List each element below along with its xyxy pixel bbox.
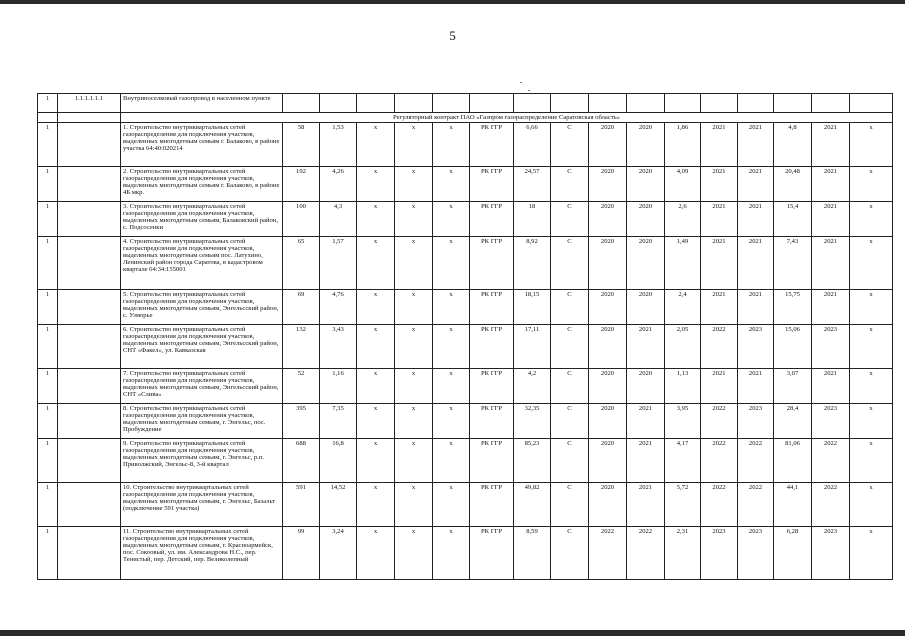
cell-v1: 99: [283, 527, 320, 580]
cell-x4: x: [850, 237, 893, 290]
cell-y2: 2020: [627, 202, 665, 237]
cell-y4: 2023: [738, 527, 774, 580]
cell-y5: 2023: [812, 404, 850, 439]
cell-y3: 2022: [701, 483, 738, 527]
cell-desc: 9. Строительство внутриквартальных сетей газораспределения для подключения участков, выделенных многодетным семьям, г. Энгельс, р.п. Приволжский, Энгельс-8, 3-й квартал: [121, 439, 283, 483]
cell-y3: 2021: [701, 167, 738, 202]
cell-x1: x: [357, 123, 395, 167]
cell-v5: 20,48: [774, 167, 812, 202]
cell-empty: [58, 483, 121, 527]
cell-empty: [58, 167, 121, 202]
cell-x3: x: [433, 527, 470, 580]
cell-y4: 2021: [738, 290, 774, 325]
cell-x3: x: [433, 167, 470, 202]
cell-empty: [58, 325, 121, 369]
scan-speck: [528, 90, 530, 91]
cell-src: РК ГГР: [470, 369, 514, 404]
cell-y3: 2021: [701, 202, 738, 237]
cell-x4: x: [850, 123, 893, 167]
cell-empty: [58, 439, 121, 483]
cell-y2: 2020: [627, 167, 665, 202]
cell-v4: 4,09: [665, 167, 701, 202]
cell-v2: 1,16: [320, 369, 357, 404]
cell-y5: 2022: [812, 483, 850, 527]
cell-num: 1: [38, 369, 58, 404]
cell-desc: 2. Строительство внутриквартальных сетей газораспределения для подключения участков, выделенных многодетным семьям г. Балаково, в районе 4Б мкр.: [121, 167, 283, 202]
cell-desc: 8. Строительство внутриквартальных сетей газораспределения для подключения участков, выделенных многодетным семьям, г. Энгельс, пос. Пробуждение: [121, 404, 283, 439]
cell-x2: x: [395, 439, 433, 483]
cell-x4: x: [850, 439, 893, 483]
cell-desc: 7. Строительство внутриквартальных сетей газораспределения для подключения участков, выделенных многодетным семьям, Энгельсский район, СНТ «Слива»: [121, 369, 283, 404]
cell-num: 1: [38, 325, 58, 369]
cell-y4: 2021: [738, 237, 774, 290]
cell-empty: [58, 123, 121, 167]
table-row: [38, 325, 893, 369]
cell-y1: 2020: [589, 404, 627, 439]
cell-src: РК ГГР: [470, 527, 514, 580]
cell-v3: 49,82: [514, 483, 551, 527]
cell-v5: 15,75: [774, 290, 812, 325]
cell-type: С: [551, 167, 589, 202]
cell-v1: 192: [283, 167, 320, 202]
cell-y5: 2021: [812, 369, 850, 404]
cell-v4: 2,31: [665, 527, 701, 580]
cell-y2: 2020: [627, 369, 665, 404]
cell-x2: x: [395, 202, 433, 237]
cell-x1: x: [357, 237, 395, 290]
cell-type: С: [551, 483, 589, 527]
cell-y4: 2021: [738, 167, 774, 202]
table-row: [38, 439, 893, 483]
cell-type: С: [551, 404, 589, 439]
cell-type: С: [551, 290, 589, 325]
cell-desc: 4. Строительство внутриквартальных сетей газораспределения для подключения участков, выделенных многодетным семьям пос. Латухино, Ленинский район города Саратова, в кадастровом квартале 64:34:155001: [121, 237, 283, 290]
cell-desc: 1. Строительство внутриквартальных сетей газораспределения для подключения участков, выделенных многодетным семьям г. Балаково, в районе участка 64:40:020214: [121, 123, 283, 167]
cell-num: 1: [38, 290, 58, 325]
cell-v2: 4,3: [320, 202, 357, 237]
cell-y3: 2021: [701, 237, 738, 290]
cell-y1: 2020: [589, 290, 627, 325]
cell-v3: 18: [514, 202, 551, 237]
cell-x2: x: [395, 167, 433, 202]
cell-src: РК ГГР: [470, 483, 514, 527]
cell-v4: 2,4: [665, 290, 701, 325]
bottom-border: [0, 630, 905, 636]
cell-y1: 2020: [589, 369, 627, 404]
cell-v2: 16,8: [320, 439, 357, 483]
cell-v4: 2,6: [665, 202, 701, 237]
cell-empty: [58, 237, 121, 290]
top-border: [0, 0, 905, 4]
header-code: 1.1.1.1.1.1: [58, 94, 121, 113]
cell-x2: x: [395, 369, 433, 404]
cell-x1: x: [357, 325, 395, 369]
cell-x1: x: [357, 202, 395, 237]
cell-v2: 3,24: [320, 527, 357, 580]
cell-v3: 32,35: [514, 404, 551, 439]
cell-v4: 5,72: [665, 483, 701, 527]
cell-v4: 3,95: [665, 404, 701, 439]
section-row: [38, 113, 893, 123]
cell-v5: 15,4: [774, 202, 812, 237]
cell-y4: 2023: [738, 325, 774, 369]
cell-y1: 2020: [589, 167, 627, 202]
cell-y1: 2020: [589, 123, 627, 167]
cell-x2: x: [395, 123, 433, 167]
cell-src: РК ГГР: [470, 290, 514, 325]
cell-v3: 6,66: [514, 123, 551, 167]
cell-y1: 2020: [589, 483, 627, 527]
cell-type: С: [551, 527, 589, 580]
table-row: [38, 404, 893, 439]
cell-empty: [58, 290, 121, 325]
cell-type: С: [551, 439, 589, 483]
cell-v5: 81,06: [774, 439, 812, 483]
header-num: 1: [38, 94, 58, 113]
cell-x1: x: [357, 369, 395, 404]
cell-v1: 132: [283, 325, 320, 369]
cell-x2: x: [395, 483, 433, 527]
table-row: [38, 483, 893, 527]
cell-num: 1: [38, 123, 58, 167]
cell-y2: 2021: [627, 404, 665, 439]
cell-v2: 1,57: [320, 237, 357, 290]
table-row: [38, 527, 893, 580]
header-row: [38, 94, 893, 113]
cell-src: РК ГГР: [470, 439, 514, 483]
cell-v1: 65: [283, 237, 320, 290]
cell-type: С: [551, 325, 589, 369]
cell-y1: 2020: [589, 325, 627, 369]
page-number: 5: [449, 28, 456, 43]
cell-empty: [58, 202, 121, 237]
cell-type: С: [551, 237, 589, 290]
cell-src: РК ГГР: [470, 123, 514, 167]
cell-v5: 44,1: [774, 483, 812, 527]
cell-num: 1: [38, 404, 58, 439]
cell-type: С: [551, 123, 589, 167]
cell-x4: x: [850, 167, 893, 202]
contract-table: [37, 93, 893, 580]
cell-y3: 2022: [701, 325, 738, 369]
cell-v1: 58: [283, 123, 320, 167]
cell-y4: 2022: [738, 439, 774, 483]
cell-x4: x: [850, 325, 893, 369]
cell-v5: 3,07: [774, 369, 812, 404]
cell-x1: x: [357, 290, 395, 325]
cell-x2: x: [395, 237, 433, 290]
cell-x3: x: [433, 123, 470, 167]
cell-x3: x: [433, 483, 470, 527]
cell-y2: 2021: [627, 439, 665, 483]
table-row: [38, 202, 893, 237]
cell-y2: 2021: [627, 325, 665, 369]
cell-y3: 2022: [701, 439, 738, 483]
cell-v5: 15,06: [774, 325, 812, 369]
cell-v3: 24,57: [514, 167, 551, 202]
cell-v2: 3,43: [320, 325, 357, 369]
cell-y2: 2022: [627, 527, 665, 580]
table-row: [38, 123, 893, 167]
cell-v3: 85,23: [514, 439, 551, 483]
cell-desc: 5. Строительство внутриквартальных сетей газораспределения для подключения участков, выделенных многодетным семьям, Энгельсский район, с. Узморье: [121, 290, 283, 325]
cell-num: 1: [38, 237, 58, 290]
cell-y5: 2021: [812, 123, 850, 167]
cell-v1: 688: [283, 439, 320, 483]
cell-src: РК ГГР: [470, 202, 514, 237]
cell-num: 1: [38, 527, 58, 580]
cell-v5: 7,43: [774, 237, 812, 290]
header-title: Внутрипоселковый газопровод в населенном пункте: [121, 94, 283, 113]
cell-x4: x: [850, 404, 893, 439]
cell-y3: 2021: [701, 123, 738, 167]
cell-y5: 2021: [812, 202, 850, 237]
cell-x3: x: [433, 404, 470, 439]
table-row: [38, 290, 893, 325]
cell-x4: x: [850, 369, 893, 404]
cell-v2: 4,76: [320, 290, 357, 325]
cell-v3: 8,59: [514, 527, 551, 580]
cell-empty: [58, 369, 121, 404]
cell-y4: 2021: [738, 369, 774, 404]
cell-y2: 2021: [627, 483, 665, 527]
cell-x4: x: [850, 290, 893, 325]
cell-x2: x: [395, 404, 433, 439]
cell-y3: 2022: [701, 404, 738, 439]
cell-desc: 6. Строительство внутриквартальных сетей газораспределения для подключения участков, выделенных многодетным семьям, Энгельсский район, СНТ «Факел», ул. Кавказская: [121, 325, 283, 369]
cell-v4: 1,49: [665, 237, 701, 290]
cell-x3: x: [433, 439, 470, 483]
cell-empty: [58, 527, 121, 580]
cell-v4: 2,05: [665, 325, 701, 369]
cell-v4: 1,86: [665, 123, 701, 167]
cell-y4: 2022: [738, 483, 774, 527]
cell-x1: x: [357, 439, 395, 483]
cell-v4: 1,13: [665, 369, 701, 404]
cell-y5: 2021: [812, 167, 850, 202]
cell-x1: x: [357, 167, 395, 202]
cell-x2: x: [395, 527, 433, 580]
cell-v3: 4,2: [514, 369, 551, 404]
cell-v3: 8,92: [514, 237, 551, 290]
cell-x1: x: [357, 483, 395, 527]
cell-y2: 2020: [627, 290, 665, 325]
cell-y5: 2021: [812, 290, 850, 325]
cell-y4: 2023: [738, 404, 774, 439]
cell-src: РК ГГР: [470, 404, 514, 439]
cell-v5: 28,4: [774, 404, 812, 439]
cell-v2: 1,53: [320, 123, 357, 167]
cell-desc: 11. Строительство внутриквартальных сетей газораспределения для подключения участков, выделенных многодетным семьям, г. Красноармейск, пос. Сокоовый, ул. им. Александрова Н.С., пер. Тенистый, пер. Детский, пер. Великолепный: [121, 527, 283, 580]
cell-num: 1: [38, 167, 58, 202]
table-row: [38, 237, 893, 290]
cell-src: РК ГГР: [470, 167, 514, 202]
cell-v5: 6,28: [774, 527, 812, 580]
cell-src: РК ГГР: [470, 237, 514, 290]
cell-v2: 14,52: [320, 483, 357, 527]
cell-x3: x: [433, 202, 470, 237]
scan-speck: [520, 82, 522, 83]
cell-desc: 10. Строительство внутриквартальных сетей газораспределения для подключения участков, выделенных многодетным семьям, г. Энгельс, Базальт (подключение 591 участка): [121, 483, 283, 527]
cell-y3: 2023: [701, 527, 738, 580]
cell-y3: 2021: [701, 369, 738, 404]
cell-x4: x: [850, 202, 893, 237]
cell-x2: x: [395, 325, 433, 369]
cell-y2: 2020: [627, 123, 665, 167]
cell-y5: 2023: [812, 325, 850, 369]
cell-y4: 2021: [738, 202, 774, 237]
table-row: [38, 167, 893, 202]
cell-v1: 591: [283, 483, 320, 527]
cell-y1: 2022: [589, 527, 627, 580]
cell-y1: 2020: [589, 202, 627, 237]
cell-x1: x: [357, 404, 395, 439]
cell-num: 1: [38, 483, 58, 527]
cell-y5: 2023: [812, 527, 850, 580]
cell-v1: 395: [283, 404, 320, 439]
cell-y1: 2020: [589, 237, 627, 290]
cell-x2: x: [395, 290, 433, 325]
cell-x1: x: [357, 527, 395, 580]
cell-v3: 17,11: [514, 325, 551, 369]
cell-num: 1: [38, 202, 58, 237]
cell-y4: 2021: [738, 123, 774, 167]
cell-v1: 69: [283, 290, 320, 325]
cell-v3: 18,15: [514, 290, 551, 325]
cell-x4: x: [850, 527, 893, 580]
cell-x3: x: [433, 325, 470, 369]
cell-v4: 4,17: [665, 439, 701, 483]
cell-num: 1: [38, 439, 58, 483]
cell-type: С: [551, 369, 589, 404]
cell-y2: 2020: [627, 237, 665, 290]
section-title: Регуляторный контракт ПАО «Газпром газораспределение Саратовская область»: [121, 113, 893, 123]
cell-v1: 100: [283, 202, 320, 237]
cell-y3: 2021: [701, 290, 738, 325]
cell-type: С: [551, 202, 589, 237]
cell-src: РК ГГР: [470, 325, 514, 369]
cell-v5: 4,8: [774, 123, 812, 167]
cell-y1: 2020: [589, 439, 627, 483]
cell-y5: 2022: [812, 439, 850, 483]
cell-empty: [58, 404, 121, 439]
cell-v2: 4,26: [320, 167, 357, 202]
cell-x3: x: [433, 237, 470, 290]
cell-x3: x: [433, 369, 470, 404]
cell-y5: 2021: [812, 237, 850, 290]
cell-desc: 3. Строительство внутриквартальных сетей газораспределения для подключения участков, выделенных многодетным семьям, Балаковский район, с. Подсосенки: [121, 202, 283, 237]
cell-v1: 52: [283, 369, 320, 404]
cell-x4: x: [850, 483, 893, 527]
cell-x3: x: [433, 290, 470, 325]
table-row: [38, 369, 893, 404]
cell-v2: 7,35: [320, 404, 357, 439]
